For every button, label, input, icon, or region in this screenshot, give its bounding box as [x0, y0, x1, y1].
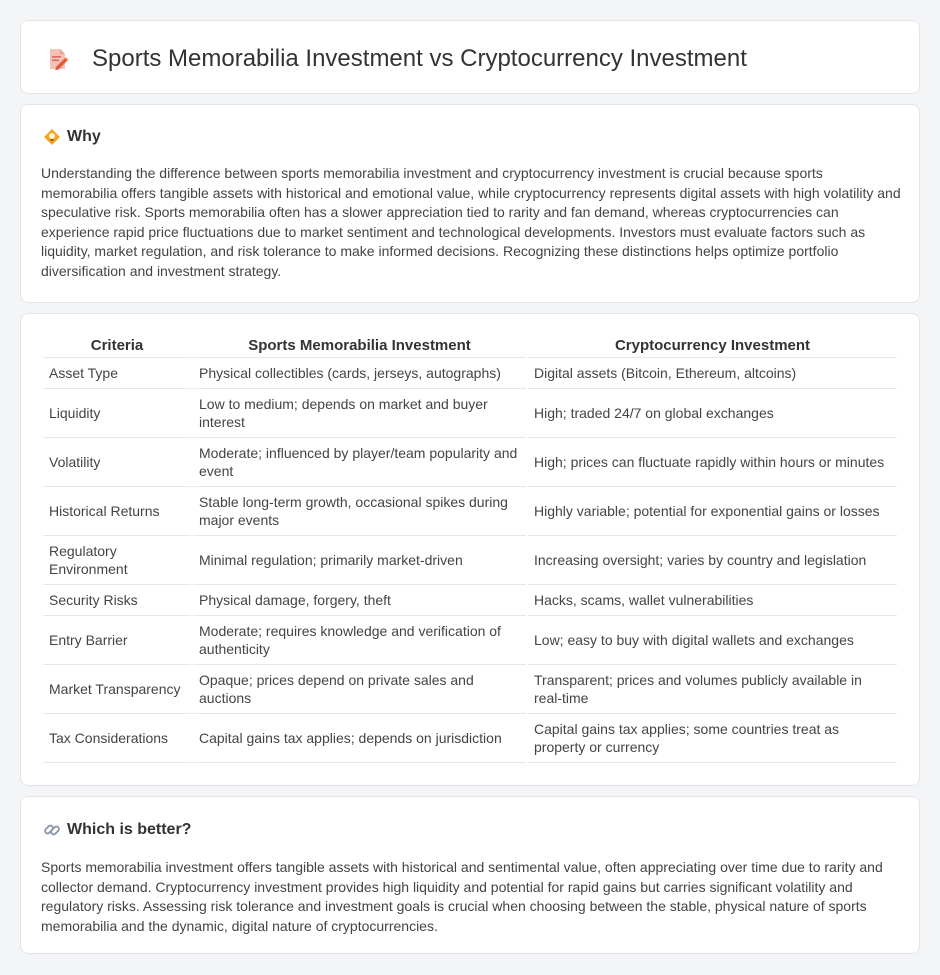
sports-cell: Physical collectibles (cards, jerseys, autographs) [193, 358, 526, 389]
sports-cell: Stable long-term growth, occasional spikes during major events [193, 487, 526, 536]
comparison-card [20, 313, 920, 786]
criteria-cell: Volatility [43, 438, 191, 487]
why-text: Understanding the difference between sports memorabilia investment and cryptocurrency investment is crucial because sports memorabilia offers tangible assets with historical and emotional value, while cryptocurrency represents digital assets with high volatility and speculative risk. Sports memorabilia often has a slower appreciation tied to rarity and fan demand, whereas cryptocurrencies can experience rapid price fluctuations due to market sentiment and technological developments. Investors must evaluate factors such as liquidity, market regulation, and risk tolerance to make informed decisions. Recognizing these distinctions helps optimize portfolio diversification and investment strategy. [41, 165, 901, 279]
which-is-better-text: Sports memorabilia investment offers tangible assets with historical and sentimental value, often appreciating over time due to rarity and collector demand. Cryptocurrency investment provides high liquidity and potential for rapid gains but carries significant volatility and regulatory risks. Assessing risk tolerance and investment goals is crucial when choosing between the stable, physical nature of sports memorabilia and the dynamic, digital nature of cryptocurrencies. [41, 859, 883, 934]
link-icon [43, 821, 61, 839]
criteria-cell: Entry Barrier [43, 616, 191, 665]
header-cryptocurrency: Cryptocurrency Investment [528, 334, 897, 358]
table-row [43, 665, 897, 714]
why-section [20, 104, 920, 303]
sports-cell: Minimal regulation; primarily market-driven [193, 536, 526, 585]
crypto-cell: Low; easy to buy with digital wallets and exchanges [528, 616, 897, 665]
table-row [43, 438, 897, 487]
table-row [43, 714, 897, 763]
pencil-document-icon [47, 47, 69, 71]
table-row [43, 585, 897, 616]
criteria-cell: Regulatory Environment [43, 536, 191, 585]
criteria-cell: Asset Type [43, 358, 191, 389]
header-criteria: Criteria [43, 334, 191, 358]
crypto-cell: Capital gains tax applies; some countries treat as property or currency [528, 714, 897, 763]
page-title: Sports Memorabilia Investment vs Cryptocurrency Investment [92, 45, 747, 72]
crypto-cell: Digital assets (Bitcoin, Ethereum, altcoins) [528, 358, 897, 389]
lightbulb-icon [43, 128, 61, 146]
table-header-row [43, 334, 897, 358]
why-title: Why [67, 128, 101, 145]
which-is-better-title: Which is better? [67, 821, 192, 838]
table-row [43, 389, 897, 438]
criteria-cell: Market Transparency [43, 665, 191, 714]
crypto-cell: Transparent; prices and volumes publicly available in real-time [528, 665, 897, 714]
header-sports-memorabilia: Sports Memorabilia Investment [193, 334, 526, 358]
criteria-cell: Tax Considerations [43, 714, 191, 763]
sports-cell: Capital gains tax applies; depends on jurisdiction [193, 714, 526, 763]
crypto-cell: Highly variable; potential for exponential gains or losses [528, 487, 897, 536]
sports-cell: Physical damage, forgery, theft [193, 585, 526, 616]
criteria-cell: Historical Returns [43, 487, 191, 536]
table-row [43, 487, 897, 536]
criteria-cell: Liquidity [43, 389, 191, 438]
criteria-cell: Security Risks [43, 585, 191, 616]
table-row [43, 616, 897, 665]
comparison-table [41, 334, 899, 763]
sports-cell: Low to medium; depends on market and buyer interest [193, 389, 526, 438]
which-is-better-section [20, 796, 920, 954]
sports-cell: Moderate; influenced by player/team popularity and event [193, 438, 526, 487]
crypto-cell: Increasing oversight; varies by country and legislation [528, 536, 897, 585]
header-card [20, 20, 920, 94]
table-row [43, 358, 897, 389]
sports-cell: Moderate; requires knowledge and verification of authenticity [193, 616, 526, 665]
table-row [43, 536, 897, 585]
sports-cell: Opaque; prices depend on private sales and auctions [193, 665, 526, 714]
crypto-cell: High; traded 24/7 on global exchanges [528, 389, 897, 438]
crypto-cell: Hacks, scams, wallet vulnerabilities [528, 585, 897, 616]
crypto-cell: High; prices can fluctuate rapidly within hours or minutes [528, 438, 897, 487]
